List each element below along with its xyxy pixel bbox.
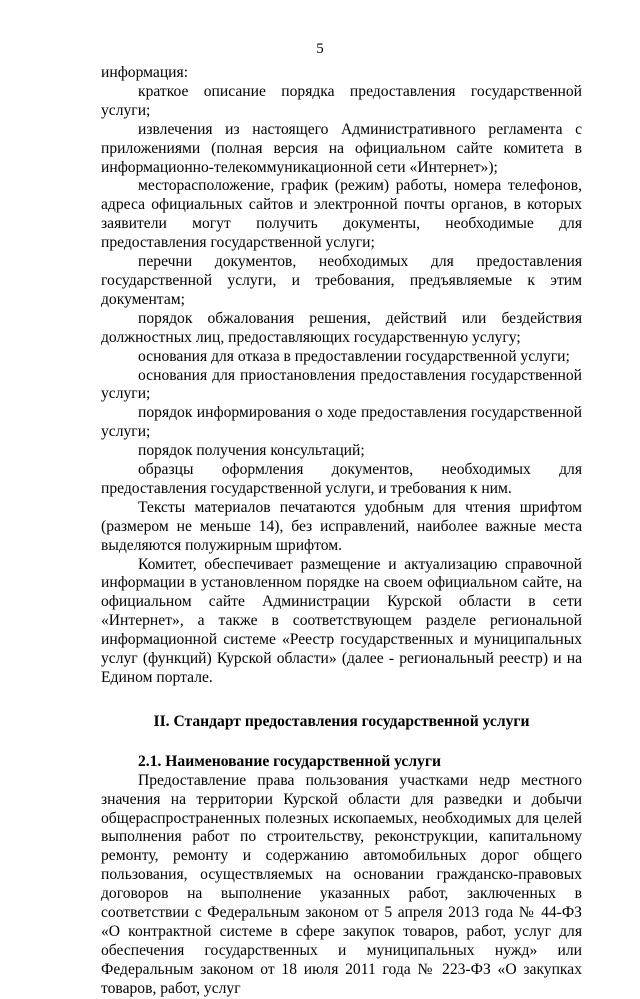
document-body	[101, 64, 582, 999]
subsection-title: 2.1. Наименование государственной услуги	[138, 752, 441, 770]
paragraph: Предоставление права пользования участками недр местного значения на территории Курской области для разведки и добычи общераспространенных полезных ископаемых, необходимых для целей выполнения работ по строительству, реконструкции, капитальному ремонту, ремонту и содержанию автомобильных дорог общего пользования, осуществляемых на основании гражданско-правовых договоров на выполнение указанных работ, заключенных в соответствии с Федеральным законом от 5 апреля 2013 года № 44-ФЗ «О контрактной системе в сфере закупок товаров, работ, услуг для обеспечения государственных и муниципальных нужд» или Федеральным законом от 18 июля 2011 года № 223-ФЗ «О закупках товаров, работ, услуг	[101, 771, 582, 997]
paragraph: порядок обжалования решения, действий или бездействия должностных лиц, предоставляющих государственную услугу;	[101, 309, 582, 346]
paragraph: основания для приостановления предоставления государственной услуги;	[101, 366, 582, 403]
paragraph: основания для отказа в предоставлении государственной услуги;	[138, 347, 570, 365]
paragraph: порядок информирования о ходе предоставления государственной услуги;	[101, 404, 582, 441]
section-title: II. Стандарт предоставления государственной услуги	[153, 712, 530, 730]
paragraph: информация:	[101, 64, 189, 81]
paragraph: перечни документов, необходимых для предоставления государственной услуги, и требования, предъявляемые к этим документам;	[101, 253, 582, 308]
paragraph: Комитет, обеспечивает размещение и актуализацию справочной информации в установленном порядке на своем официальном сайте, на официальном сайте Администрации Курской области в сети «Интернет», а также в соответствующем разделе региональной информационной системе «Реестр государственных и муниципальных услуг (функций) Курской области» (далее - региональный реестр) и на Едином портале.	[101, 555, 582, 686]
paragraph: извлечения из настоящего Административного регламента с приложениями (полная версия на официальном сайте комитета в информационно-телекоммуникационной сети «Интернет»);	[101, 120, 582, 176]
paragraph: краткое описание порядка предоставления государственной услуги;	[101, 82, 582, 119]
paragraph: образцы оформления документов, необходимых для предоставления государственной услуги, и требования к ним.	[101, 461, 582, 497]
page-number: 5	[316, 41, 324, 57]
paragraph: порядок получения консультаций;	[138, 442, 365, 460]
paragraph: месторасположение, график (режим) работы, номера телефонов, адреса официальных сайтов и электронной почты органов, в которых заявители могут получить документы, необходимые для предоставления государственной услуги;	[101, 177, 582, 252]
paragraph: Тексты материалов печатаются удобным для чтения шрифтом (размером не меньше 14), без исправлений, наиболее важные места выделяются полужирным шрифтом.	[101, 498, 582, 554]
